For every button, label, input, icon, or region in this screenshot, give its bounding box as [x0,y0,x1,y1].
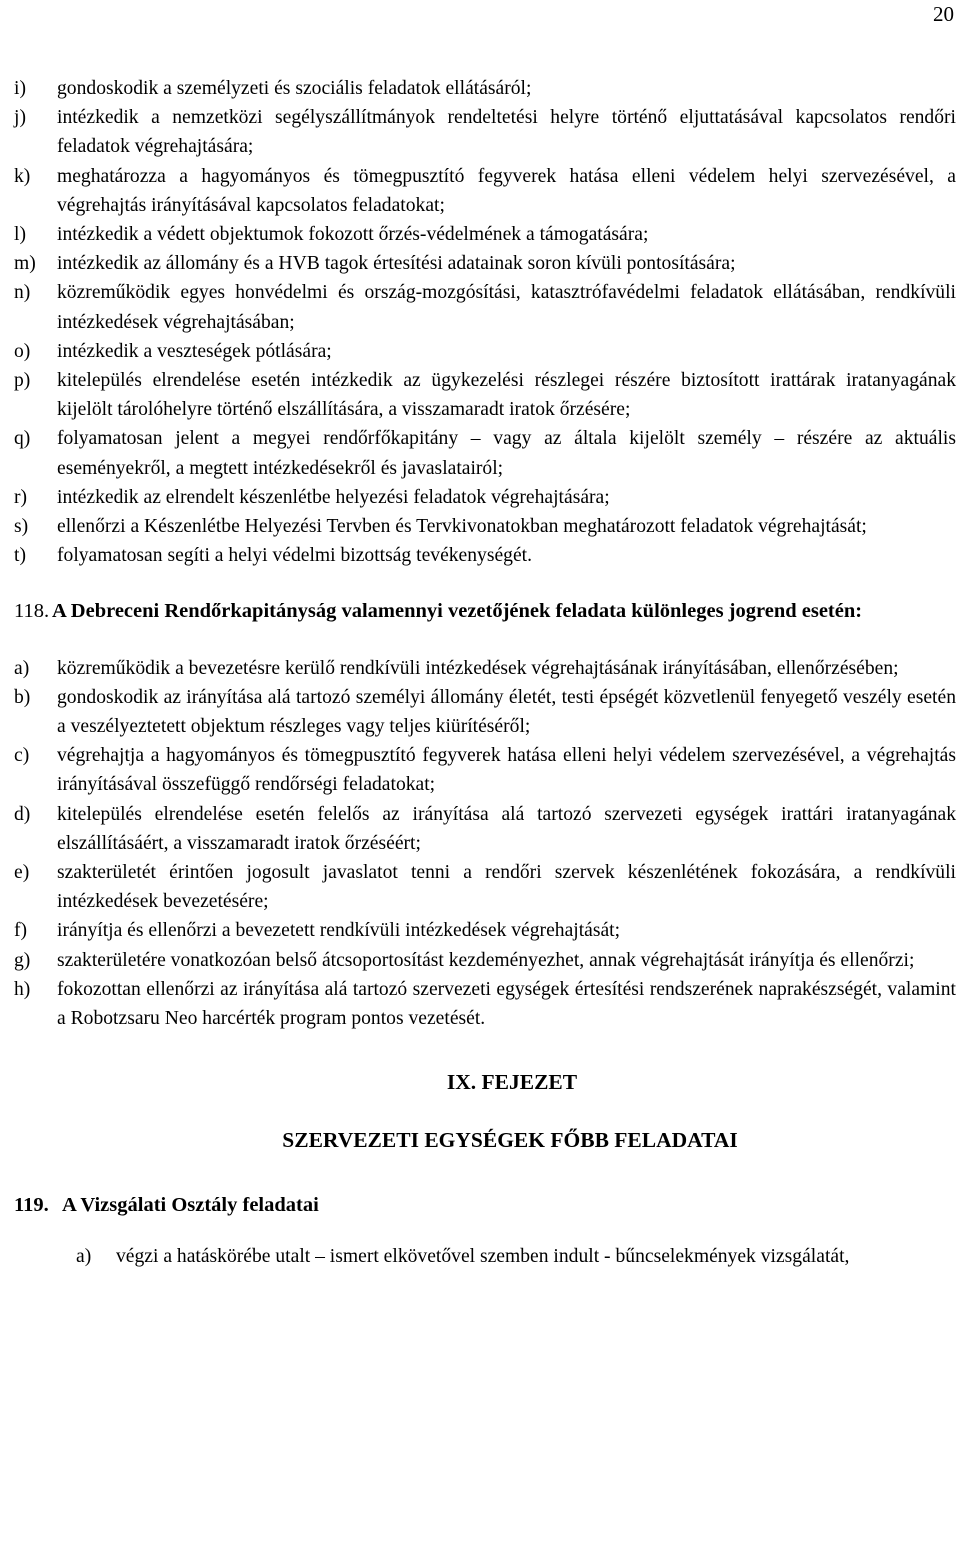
list-item-b [14,683,956,741]
section-119-heading [14,1191,956,1220]
list-marker: t) [14,545,26,567]
list-item-c [14,741,956,799]
section-number: 118. [14,600,50,623]
list-item-a [76,1242,956,1271]
list-text: végzi a hatáskörébe utalt – ismert elkövetővel szemben indult - bűncselekmények vizsgálatát, [116,1246,850,1268]
list-text: fokozottan ellenőrzi az irányítása alá tartozó szervezeti egységek értesítési rendszerének naprakészségét, valamint a Robotzsaru Neo harcérték program pontos vezetését. [57,978,956,1030]
list-text: intézkedik a veszteségek pótlására; [57,340,332,362]
list-text: intézkedik a védett objektumok fokozott őrzés-védelmének a támogatására; [57,224,649,246]
section-118-heading [14,597,956,626]
list-text: irányítja és ellenőrzi a bevezetett rendkívüli intézkedések végrehajtását; [57,920,621,942]
list-marker: h) [14,978,31,1000]
list-item-k [14,162,956,220]
list-marker: k) [14,165,31,187]
list-item-f [14,916,956,945]
list-item-h [14,975,956,1033]
list-text: intézkedik az elrendelt készenlétbe helyezési feladatok végrehajtására; [57,486,610,508]
list-b [14,654,956,1034]
list-item-a [14,654,956,683]
list-marker: s) [14,516,29,538]
section-title: A Vizsgálati Osztály feladatai [62,1194,319,1217]
list-marker: o) [14,340,31,362]
list-c [14,1242,956,1271]
list-text: intézkedik az állomány és a HVB tagok értesítési adatainak soron kívüli pontosítására; [57,253,736,275]
list-marker: p) [14,370,31,392]
chapter-number: IX. FEJEZET [446,1070,578,1095]
chapter-title: SZERVEZETI EGYSÉGEK FŐBB FELADATAI [282,1128,738,1153]
list-text: meghatározza a hagyományos és tömegpusztító fegyverek hatása elleni védelem helyi szervezésével, a végrehajtás irányításával kapcsolatos feladatokat; [57,165,956,216]
list-item-p [14,366,956,424]
list-marker: i) [14,78,26,99]
list-marker: f) [14,920,28,942]
list-text: kitelepülés elrendelése esetén felelős az irányítása alá tartozó szervezeti egységek irattári iratanyagának elszállításáért, a visszamaradt iratok őrzéséért; [57,803,956,854]
list-text: gondoskodik a személyzeti és szociális feladatok ellátásáról; [57,78,532,99]
section-number: 119. [14,1194,49,1217]
list-item-o [14,337,956,366]
list-item-m [14,249,956,278]
list-item-i [14,74,956,103]
page-number: 20 [933,2,954,26]
list-item-e [14,858,956,916]
list-text: folyamatosan jelent a megyei rendőrfőkapitány – vagy az általa kijelölt személy – részére az aktuális eseményekről, a megtett intézkedésekről és javaslatairól; [57,428,956,479]
list-item-d [14,800,956,858]
list-a [14,74,956,570]
section-title: A Debreceni Rendőrkapitányság valamennyi vezetőjének feladata különleges jogrend esetén: [52,600,863,623]
list-marker: q) [14,428,31,450]
list-item-q [14,424,956,482]
list-marker: a) [14,657,30,679]
list-item-j [14,103,956,161]
list-item-s [14,512,956,541]
list-marker: g) [14,949,31,971]
list-marker: j) [14,107,26,129]
list-item-r [14,483,956,512]
list-marker: n) [14,282,31,304]
list-marker: b) [14,686,31,708]
list-text: ellenőrzi a Készenlétbe Helyezési Tervben és Tervkivonatokban meghatározott feladatok végrehajtását; [57,516,867,538]
list-item-t [14,541,956,570]
list-item-n [14,278,956,336]
list-text: folyamatosan segíti a helyi védelmi bizottság tevékenységét. [57,545,533,567]
list-marker: m) [14,253,36,275]
list-text: közreműködik egyes honvédelmi és ország-mozgósítási, katasztrófavédelmi feladatok ellátásában, rendkívüli intézkedések végrehajtásában; [57,282,956,333]
list-marker: r) [14,486,28,508]
list-marker: a) [76,1246,92,1268]
document-body [14,74,956,1272]
list-marker: e) [14,862,30,884]
list-marker: d) [14,803,31,825]
list-marker: c) [14,745,30,767]
list-marker: l) [14,224,26,246]
list-text: szakterületére vonatkozóan belső átcsoportosítást kezdeményezhet, annak végrehajtását irányítja és ellenőrzi; [57,949,915,971]
list-text: végrehajtja a hagyományos és tömegpusztító fegyverek hatása elleni helyi védelem szervezésével, a végrehajtás irányításával összefüggő rendőrségi feladatokat; [57,745,956,796]
list-text: gondoskodik az irányítása alá tartozó személyi állomány életét, testi épségét közvetlenül fenyegető veszély esetén a veszélyeztetett objektum részleges vagy teljes kiürítéséről; [57,686,956,738]
list-text: kitelepülés elrendelése esetén intézkedik az ügykezelési részlegei részére biztosított irattárak iratanyagának kijelölt tárolóhelyre történő elszállítására, a visszamaradt iratok őrzésére; [57,370,956,421]
list-text: közreműködik a bevezetésre kerülő rendkívüli intézkedések végrehajtásának irányításában, ellenőrzésében; [57,657,899,679]
list-text: szakterületét érintően jogosult javaslatot tenni a rendőri szervek készenlétének fokozására, a rendkívüli intézkedések bevezetésére; [57,862,956,913]
list-item-l [14,220,956,249]
list-item-g [14,946,956,975]
list-text: intézkedik a nemzetközi segélyszállítmányok rendeltetési helyre történő eljuttatásával kapcsolatos rendőri feladatok végrehajtására; [57,107,956,158]
